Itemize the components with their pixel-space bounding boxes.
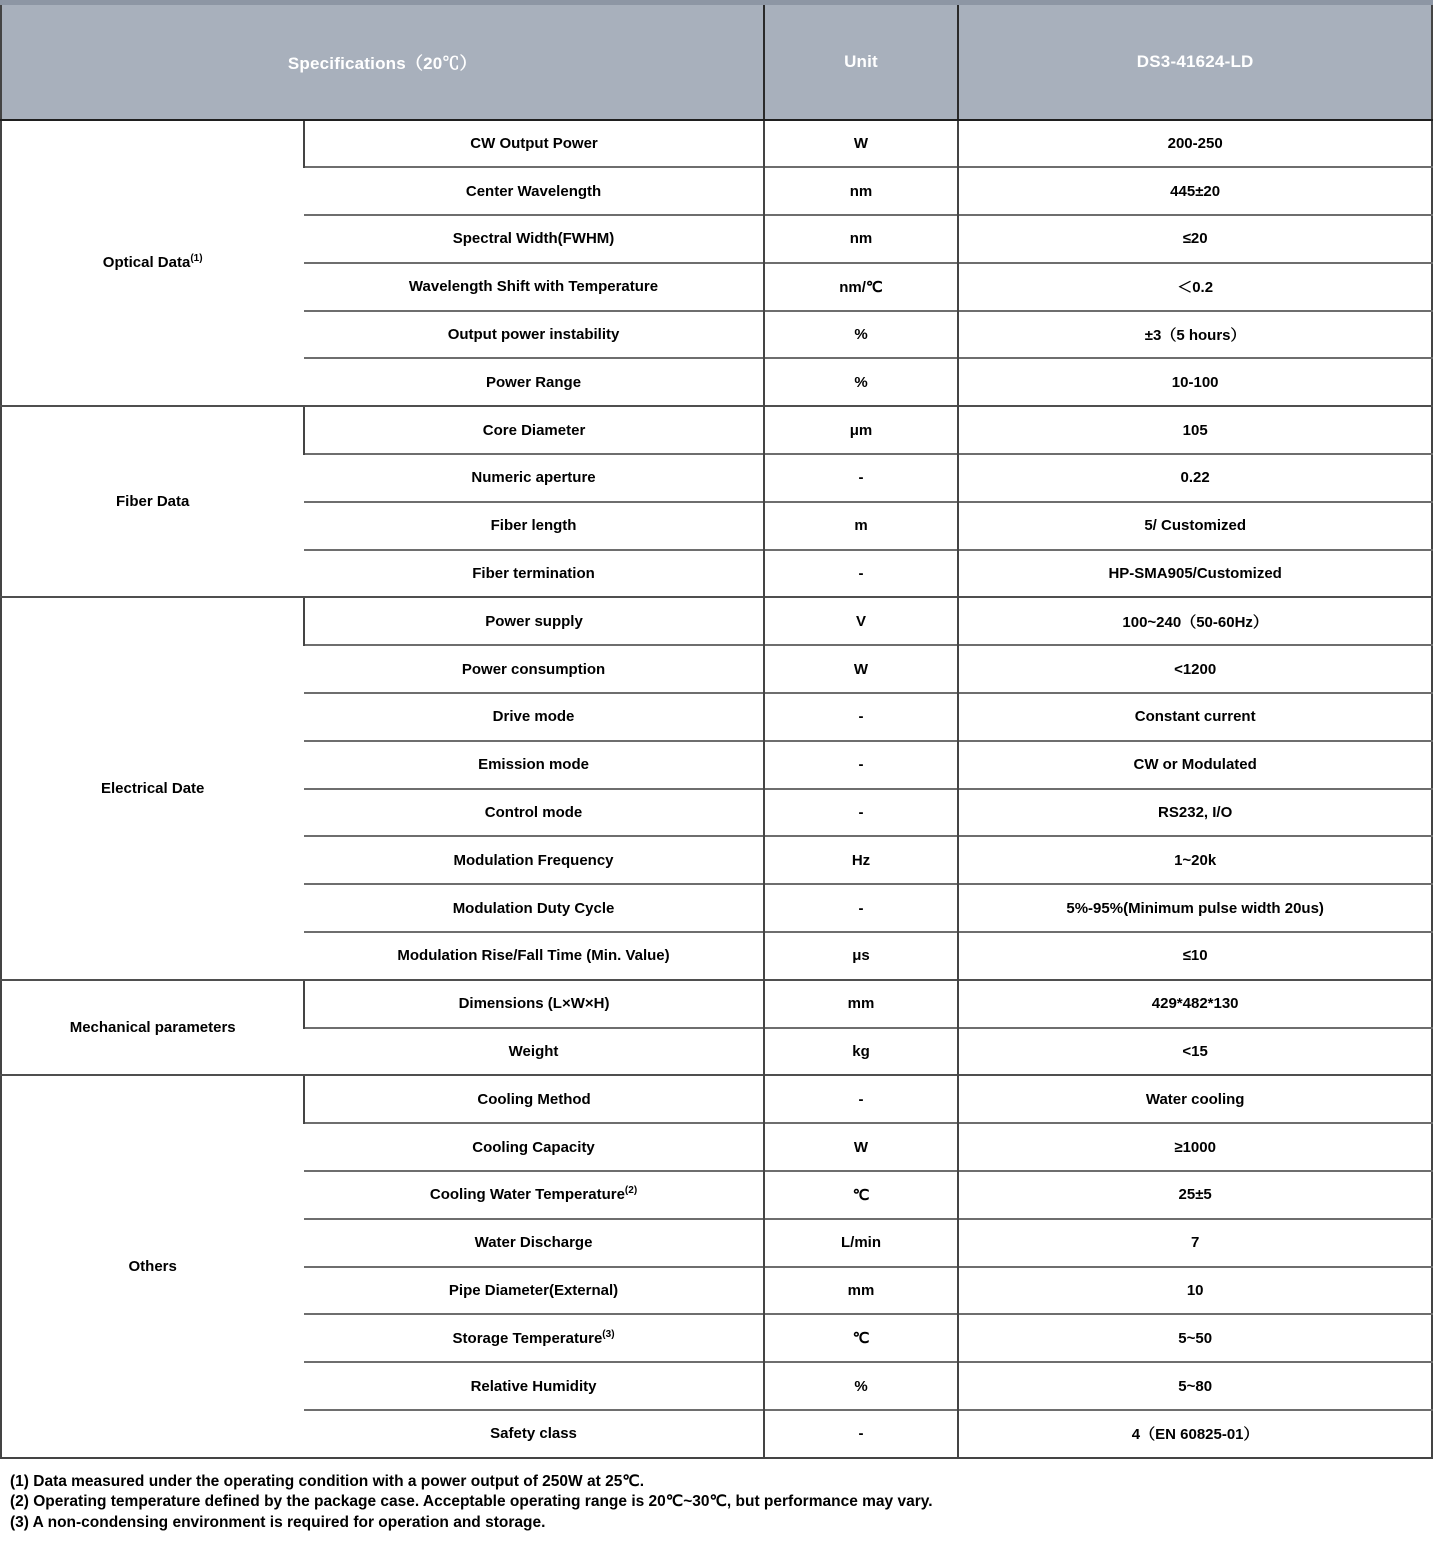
spec-value: CW or Modulated <box>958 741 1432 789</box>
table-row <box>1 406 1432 454</box>
spec-parameter: Spectral Width(FWHM) <box>304 215 763 263</box>
spec-value: 105 <box>958 406 1432 454</box>
spec-parameter: Power Range <box>304 358 763 406</box>
spec-parameter: Storage Temperature$^{(3)}$ <box>304 1314 763 1362</box>
spec-unit: - <box>764 789 959 837</box>
spec-value: 0.22 <box>958 454 1432 502</box>
spec-unit: ℃ <box>764 1314 959 1362</box>
spec-value: 10 <box>958 1267 1432 1315</box>
table-row <box>1 120 1432 168</box>
spec-value: 4（EN 60825-01） <box>958 1410 1432 1458</box>
spec-parameter: Modulation Rise/Fall Time (Min. Value) <box>304 932 763 980</box>
spec-unit: mm <box>764 1267 959 1315</box>
spec-value: HP-SMA905/Customized <box>958 550 1432 598</box>
spec-parameter: Drive mode <box>304 693 763 741</box>
spec-parameter: Center Wavelength <box>304 167 763 215</box>
spec-unit: Hz <box>764 836 959 884</box>
spec-parameter: Modulation Duty Cycle <box>304 884 763 932</box>
spec-value: 5~80 <box>958 1362 1432 1410</box>
spec-parameter: Control mode <box>304 789 763 837</box>
spec-value: 5/ Customized <box>958 502 1432 550</box>
spec-unit: nm <box>764 167 959 215</box>
spec-parameter: Water Discharge <box>304 1219 763 1267</box>
spec-unit: W <box>764 645 959 693</box>
footnote-3: (3) A non-condensing environment is required for operation and storage. <box>10 1513 546 1531</box>
spec-unit: m <box>764 502 959 550</box>
spec-unit: - <box>764 693 959 741</box>
spec-value: <15 <box>958 1028 1432 1076</box>
spec-parameter: Fiber length <box>304 502 763 550</box>
spec-value: RS232, I/O <box>958 789 1432 837</box>
header-unit: Unit <box>764 3 959 120</box>
spec-unit: W <box>764 1123 959 1171</box>
spec-value: 5~50 <box>958 1314 1432 1362</box>
spec-value: ≥1000 <box>958 1123 1432 1171</box>
superscript-note-ref: (2) <box>624 1185 638 1197</box>
spec-parameter: Cooling Method <box>304 1075 763 1123</box>
spec-table-header <box>1 3 1432 120</box>
spec-value: ＜0.2 <box>958 263 1432 311</box>
spec-value: ≤10 <box>958 932 1432 980</box>
spec-parameter: Cooling Capacity <box>304 1123 763 1171</box>
spec-value: 200-250 <box>958 120 1432 168</box>
spec-unit: - <box>764 550 959 598</box>
spec-value: 10-100 <box>958 358 1432 406</box>
superscript-note-ref: (1) <box>190 253 203 265</box>
spec-unit: μm <box>764 406 959 454</box>
spec-parameter: Power consumption <box>304 645 763 693</box>
spec-value: 7 <box>958 1219 1432 1267</box>
spec-value: Constant current <box>958 693 1432 741</box>
group-label: Mechanical parameters <box>1 980 304 1076</box>
spec-unit: - <box>764 741 959 789</box>
spec-parameter: Modulation Frequency <box>304 836 763 884</box>
spec-unit: nm/℃ <box>764 263 959 311</box>
table-row <box>1 1075 1432 1123</box>
footnote-1: (1) Data measured under the operating condition with a power output of 250W at 25℃. <box>10 1472 645 1490</box>
group-label: Others <box>1 1075 304 1457</box>
spec-unit: μs <box>764 932 959 980</box>
spec-unit: - <box>764 1410 959 1458</box>
spec-value: 100~240（50-60Hz） <box>958 597 1432 645</box>
spec-value: <1200 <box>958 645 1432 693</box>
superscript-note-ref: (3) <box>602 1328 615 1340</box>
footnote-2: (2) Operating temperature defined by the package case. Acceptable operating range is 20℃~30℃, but performance may vary. <box>10 1493 933 1511</box>
spec-unit: % <box>764 358 959 406</box>
group-label: Fiber Data <box>1 406 304 597</box>
spec-parameter: Output power instability <box>304 311 763 359</box>
spec-unit: ℃ <box>764 1171 959 1219</box>
spec-unit: - <box>764 454 959 502</box>
group-label: Optical Data$^{(1)}$ <box>1 120 304 407</box>
header-specifications: Specifications（20℃） <box>1 3 764 120</box>
spec-parameter: Pipe Diameter(External) <box>304 1267 763 1315</box>
table-row <box>1 980 1432 1028</box>
spec-parameter: Power supply <box>304 597 763 645</box>
spec-parameter: Safety class <box>304 1410 763 1458</box>
footnotes <box>10 1472 1433 1534</box>
spec-parameter: Fiber termination <box>304 550 763 598</box>
spec-value: 445±20 <box>958 167 1432 215</box>
spec-unit: - <box>764 884 959 932</box>
spec-value: ±3（5 hours） <box>958 311 1432 359</box>
spec-value: Water cooling <box>958 1075 1432 1123</box>
spec-parameter: Emission mode <box>304 741 763 789</box>
spec-parameter: Relative Humidity <box>304 1362 763 1410</box>
spec-parameter: Wavelength Shift with Temperature <box>304 263 763 311</box>
spec-parameter: Core Diameter <box>304 406 763 454</box>
spec-unit: - <box>764 1075 959 1123</box>
spec-unit: nm <box>764 215 959 263</box>
header-model: DS3-41624-LD <box>958 3 1432 120</box>
spec-unit: kg <box>764 1028 959 1076</box>
spec-unit: L/min <box>764 1219 959 1267</box>
spec-parameter: Dimensions (L×W×H) <box>304 980 763 1028</box>
spec-unit: % <box>764 1362 959 1410</box>
spec-unit: % <box>764 311 959 359</box>
group-label: Electrical Date <box>1 597 304 979</box>
spec-value: 1~20k <box>958 836 1432 884</box>
spec-parameter: Cooling Water Temperature$^{(2)}$ <box>304 1171 763 1219</box>
spec-unit: V <box>764 597 959 645</box>
spec-value: 5%-95%(Minimum pulse width 20us) <box>958 884 1432 932</box>
spec-value: 25±5 <box>958 1171 1432 1219</box>
spec-value: 429*482*130 <box>958 980 1432 1028</box>
spec-unit: mm <box>764 980 959 1028</box>
spec-parameter: CW Output Power <box>304 120 763 168</box>
spec-parameter: Weight <box>304 1028 763 1076</box>
spec-value: ≤20 <box>958 215 1432 263</box>
spec-parameter: Numeric aperture <box>304 454 763 502</box>
spec-table-body <box>1 120 1432 1458</box>
spec-unit: W <box>764 120 959 168</box>
table-row <box>1 597 1432 645</box>
